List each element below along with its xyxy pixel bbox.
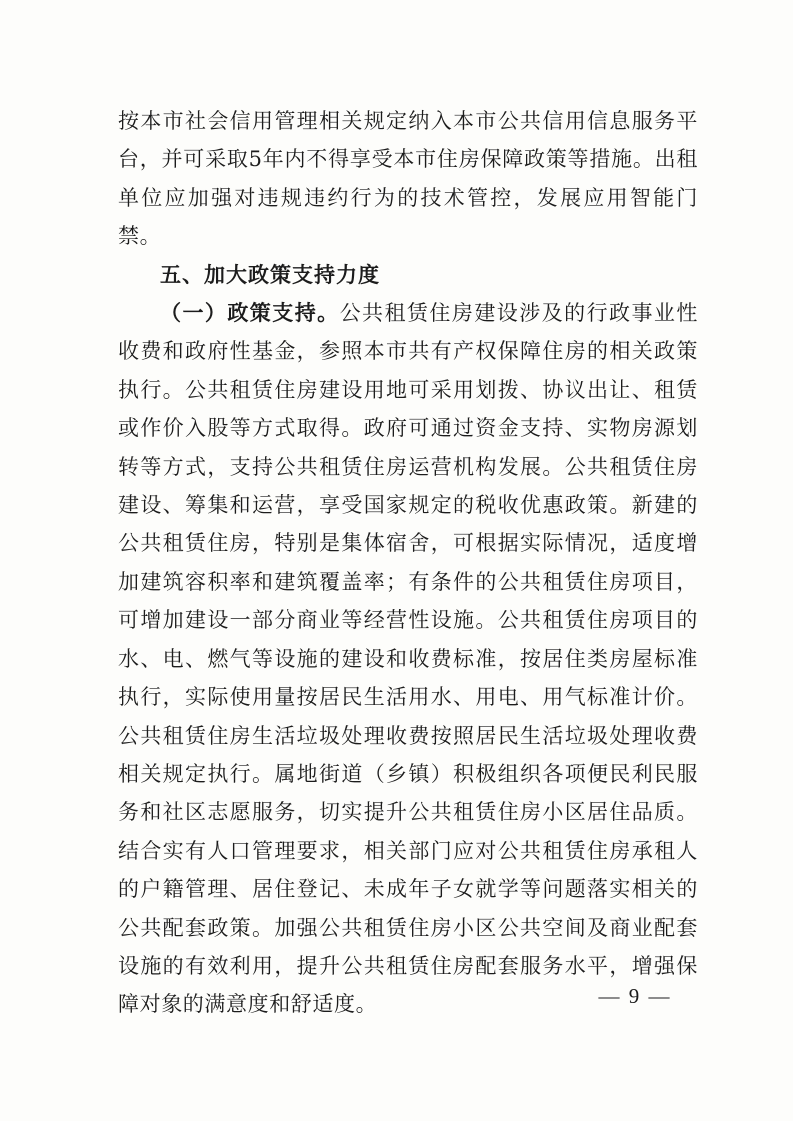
- continued-paragraph: 按本市社会信用管理相关规定纳入本市公共信用信息服务平台，并可采取5年内不得享受本市住房保障政策等措施。出租单位应加强对违规违约行为的技术管控，发展应用智能门禁。: [118, 109, 698, 249]
- page-number: — 9 —: [598, 984, 672, 1008]
- section-heading: 五、加大政策支持力度: [160, 262, 380, 287]
- subsection-body: 公共租赁住房建设涉及的行政事业性收费和政府性基金，参照本市共有产权保障住房的相关政策执行。公共租赁住房建设用地可采用划拨、协议出让、租赁或作价入股等方式取得。政府可通过资金支持、实物房源划转等方式，支持公共租赁住房运营机构发展。公共租赁住房建设、筹集和运营，享受国家规定的税收优惠政策。新建的公共租赁住房，特别是集体宿舍，可根据实际情况，适度增加建筑容积率和建筑覆盖率；有条件的公共租赁住房项目，可增加建设一部分商业等经营性设施。公共租赁住房项目的水、电、燃气等设施的建设和收费标准，按居住类房屋标准执行，实际使用量按居民生活用水、用电、用气标准计价。公共租赁住房生活垃圾处理收费按照居民生活垃圾处理收费相关规定执行。属地街道（乡镇）积极组织各项便民利民服务和社区志愿服务，切实提升公共租赁住房小区居住品质。结合实有人口管理要求，相关部门应对公共租赁住房承租人的户籍管理、居住登记、未成年子女就学等问题落实相关的公共配套政策。加强公共租赁住房小区公共空间及商业配套设施的有效利用，提升公共租赁住房配套服务水平，增强保障对象的满意度和舒适度。: [118, 301, 698, 1017]
- subsection-lead: （一）政策支持。: [160, 301, 340, 326]
- body-text: [118, 102, 698, 1024]
- subsection-paragraph: [118, 294, 698, 1024]
